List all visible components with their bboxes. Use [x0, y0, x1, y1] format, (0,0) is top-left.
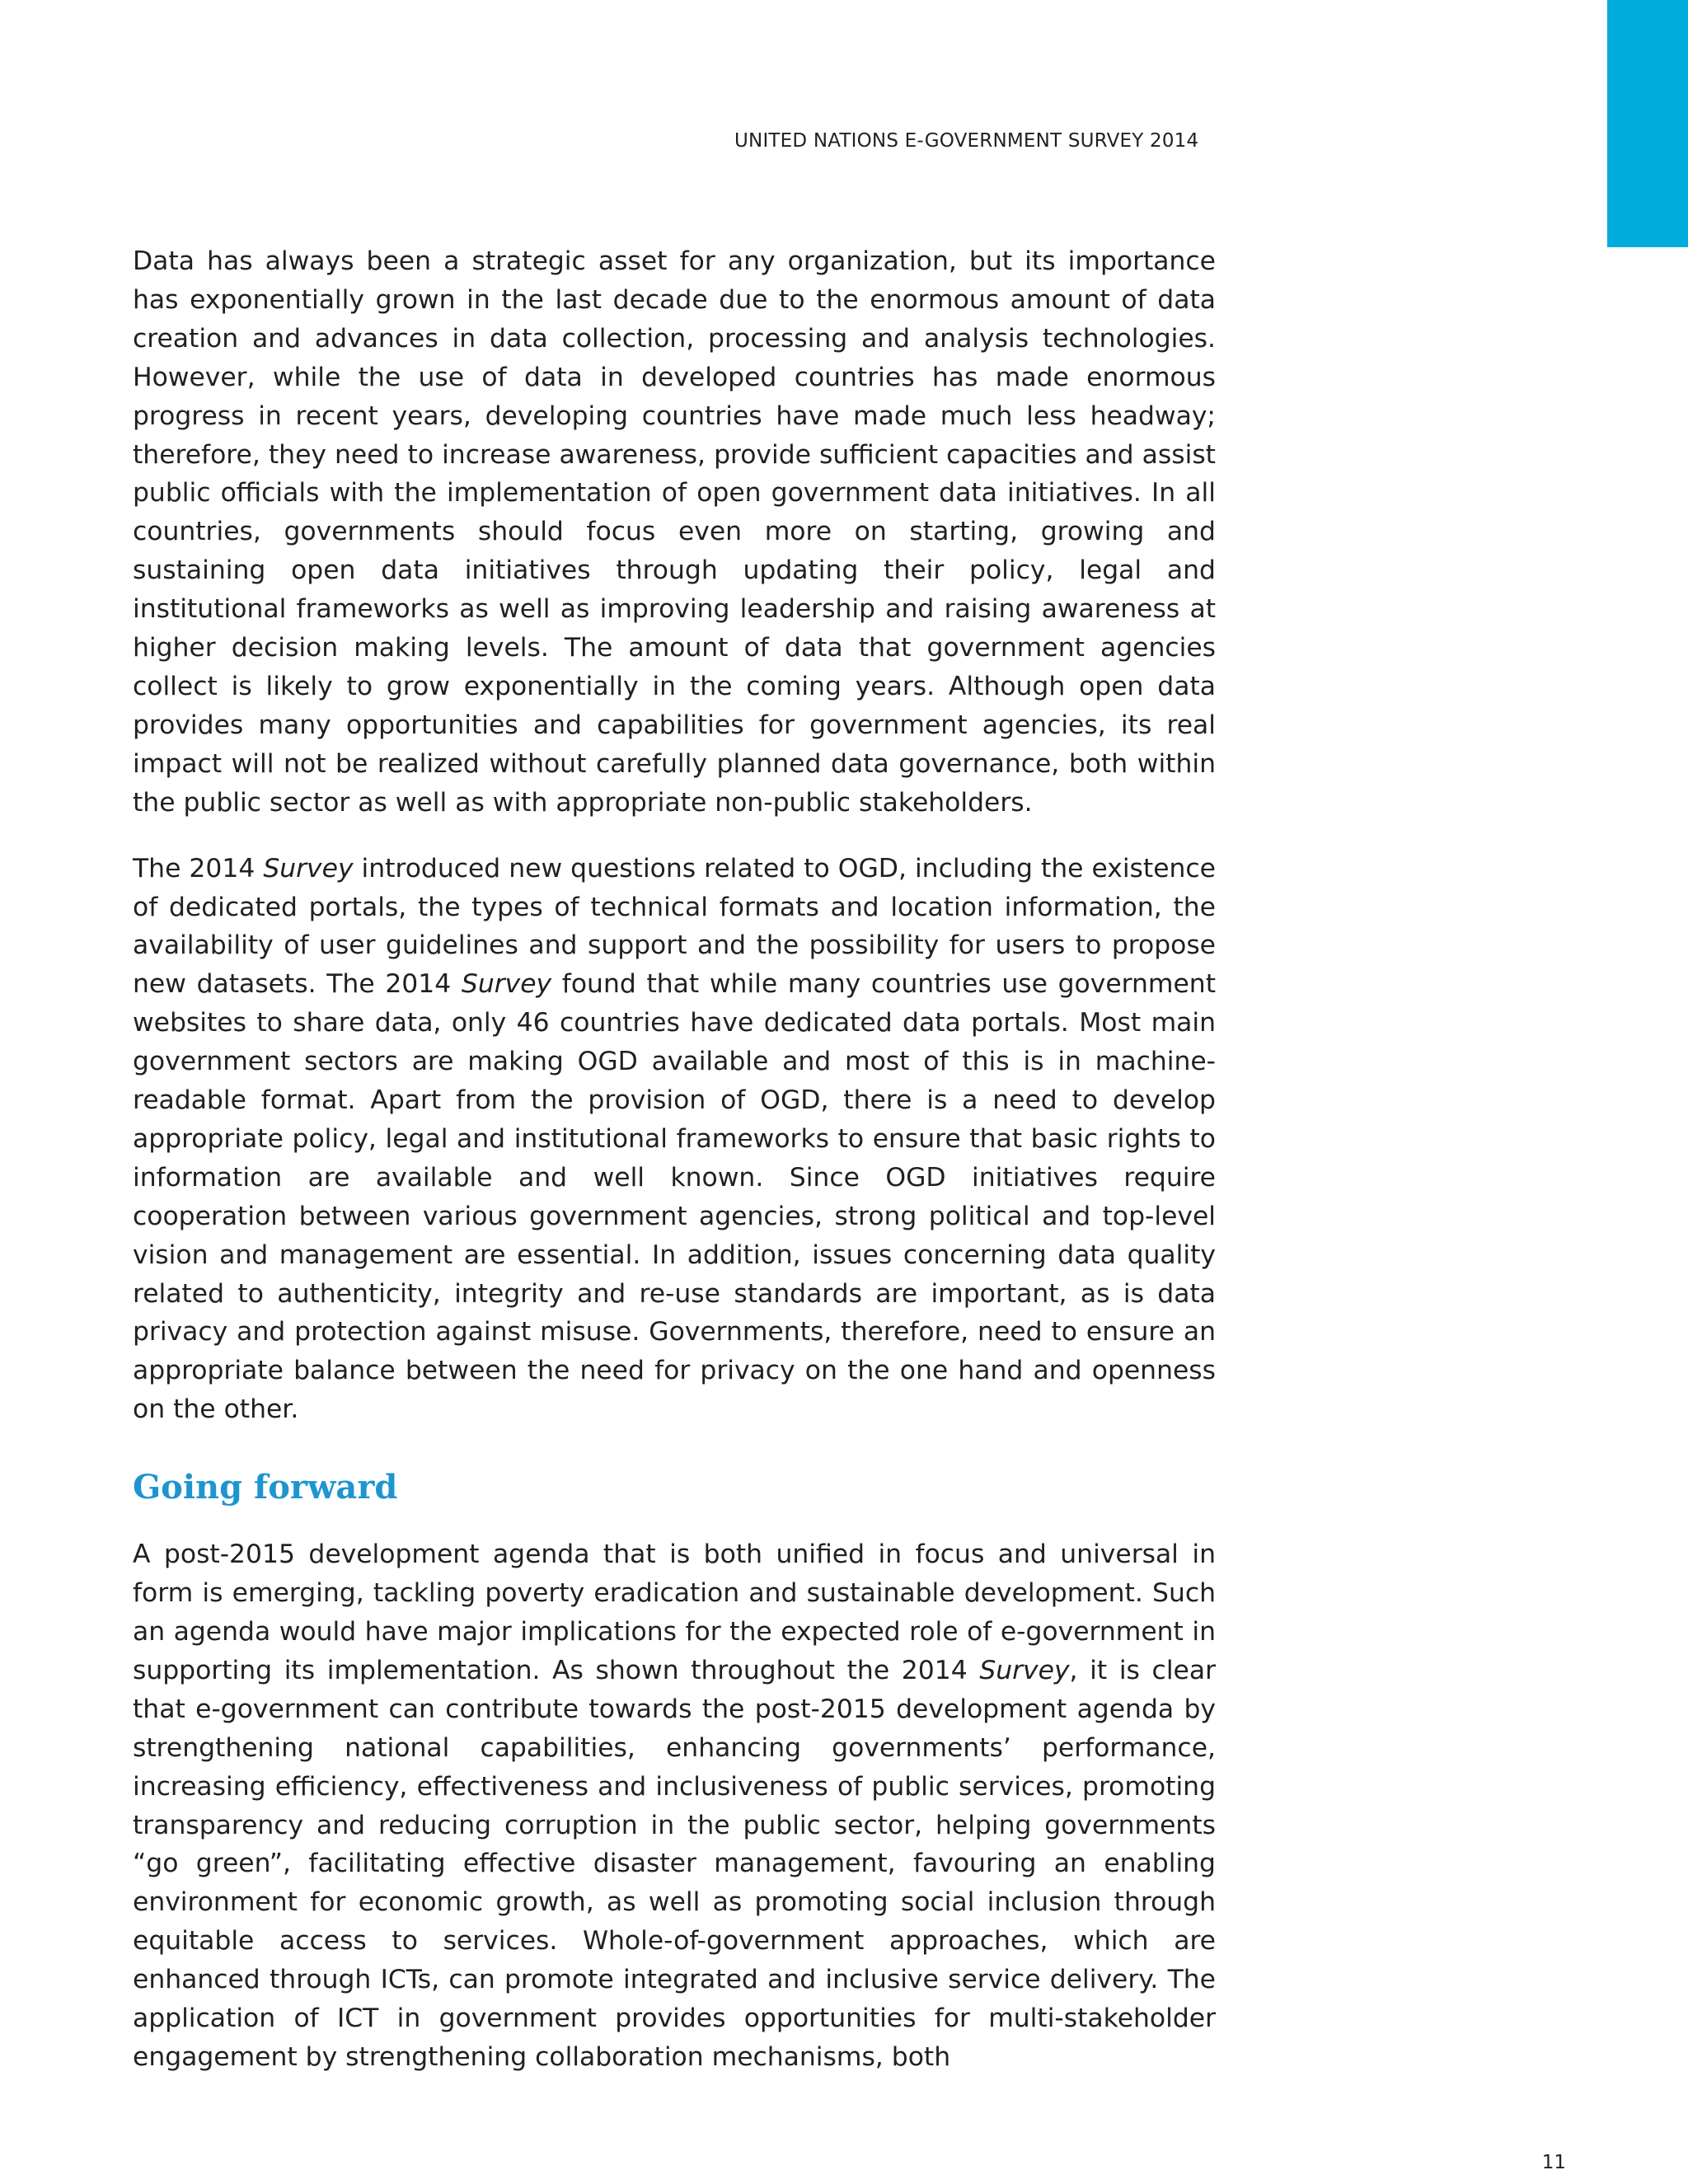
text-segment: , it is clear that e-government can contribute towards the post-2015 development agenda by strengthening national capabilities, enhancing governments’ performance, increasing efficiency, effectiveness and inclusiveness of public services, promoting transparency and reducing corruption in the public sector, helping governments “go green”, facilitating effective disaster management, favouring an enabling environment for economic growth, as well as promoting social inclusion through equitable access to services. Whole-of-government approaches, which are enhanced through ICTs, can promote integrated and inclusive service delivery. The application of ICT in government provides opportunities for multi-stakeholder engagement by strengthening collaboration mechanisms, both [133, 1655, 1216, 2072]
text-segment: The 2014 [133, 853, 264, 883]
running-header: UNITED NATIONS E-GOVERNMENT SURVEY 2014 [734, 130, 1199, 152]
page-number: 11 [1541, 2152, 1566, 2173]
text-segment: introduced new questions related to OGD, including the existence of dedicated portals, the types of technical formats and location information, the availability of user guidelines and support and the possibility for users to propose new datasets. The 2014 [133, 853, 1216, 1000]
text-segment: A post-2015 development agenda that is both unified in focus and universal in form is emerging, tackling poverty eradication and sustainable development. Such an agenda would have major implications for the expected role of e-government in supporting its implementation. As shown throughout the 2014 [133, 1540, 1216, 1685]
paragraph-open-data: Data has always been a strategic asset for any organization, but its importance has exponentially grown in the last decade due to the enormous amount of data creation and advances in data collection, processing and analysis technologies. However, while the use of data in developed countries has made enormous progress in recent years, developing countries have made much less headway; therefore, they need to increase awareness, provide sufficient capacities and assist public officials with the implementation of open government data initiatives. In all countries, governments should focus even more on starting, growing and sustaining open data initiatives through updating their policy, legal and institutional frameworks as well as improving leadership and raising awareness at higher decision making levels. The amount of data that government agencies collect is likely to grow exponentially in the coming years. Although open data provides many opportunities and capabilities for government agencies, its real impact will not be realized without carefully planned data governance, both within the public sector as well as with appropriate non-public stakeholders. [133, 246, 1216, 818]
paragraph-post-2015-agenda [133, 1535, 1216, 2077]
paragraph-ogd-survey [133, 850, 1216, 1430]
body-text [133, 242, 1216, 2077]
text-segment: found that while many countries use government websites to share data, only 46 countries have dedicated data portals. Most main government sectors are making OGD available and most of this is in machine-readable format. Apart from the provision of OGD, there is a need to develop appropriate policy, legal and institutional frameworks to ensure that basic rights to information are available and well known. Since OGD initiatives require cooperation between various government agencies, strong political and top-level vision and management are essential. In addition, issues concerning data quality related to authenticity, integrity and re-use standards are important, as is data privacy and protection against misuse. Governments, therefore, need to ensure an appropriate balance between the need for privacy on the one hand and openness on the other. [133, 969, 1216, 1425]
survey-italic: Survey [263, 853, 354, 883]
survey-italic: Survey [461, 969, 552, 1000]
section-heading-going-forward: Going forward [133, 1468, 398, 1507]
chapter-tab-marker [1607, 0, 1688, 247]
survey-italic: Survey [979, 1655, 1070, 1685]
